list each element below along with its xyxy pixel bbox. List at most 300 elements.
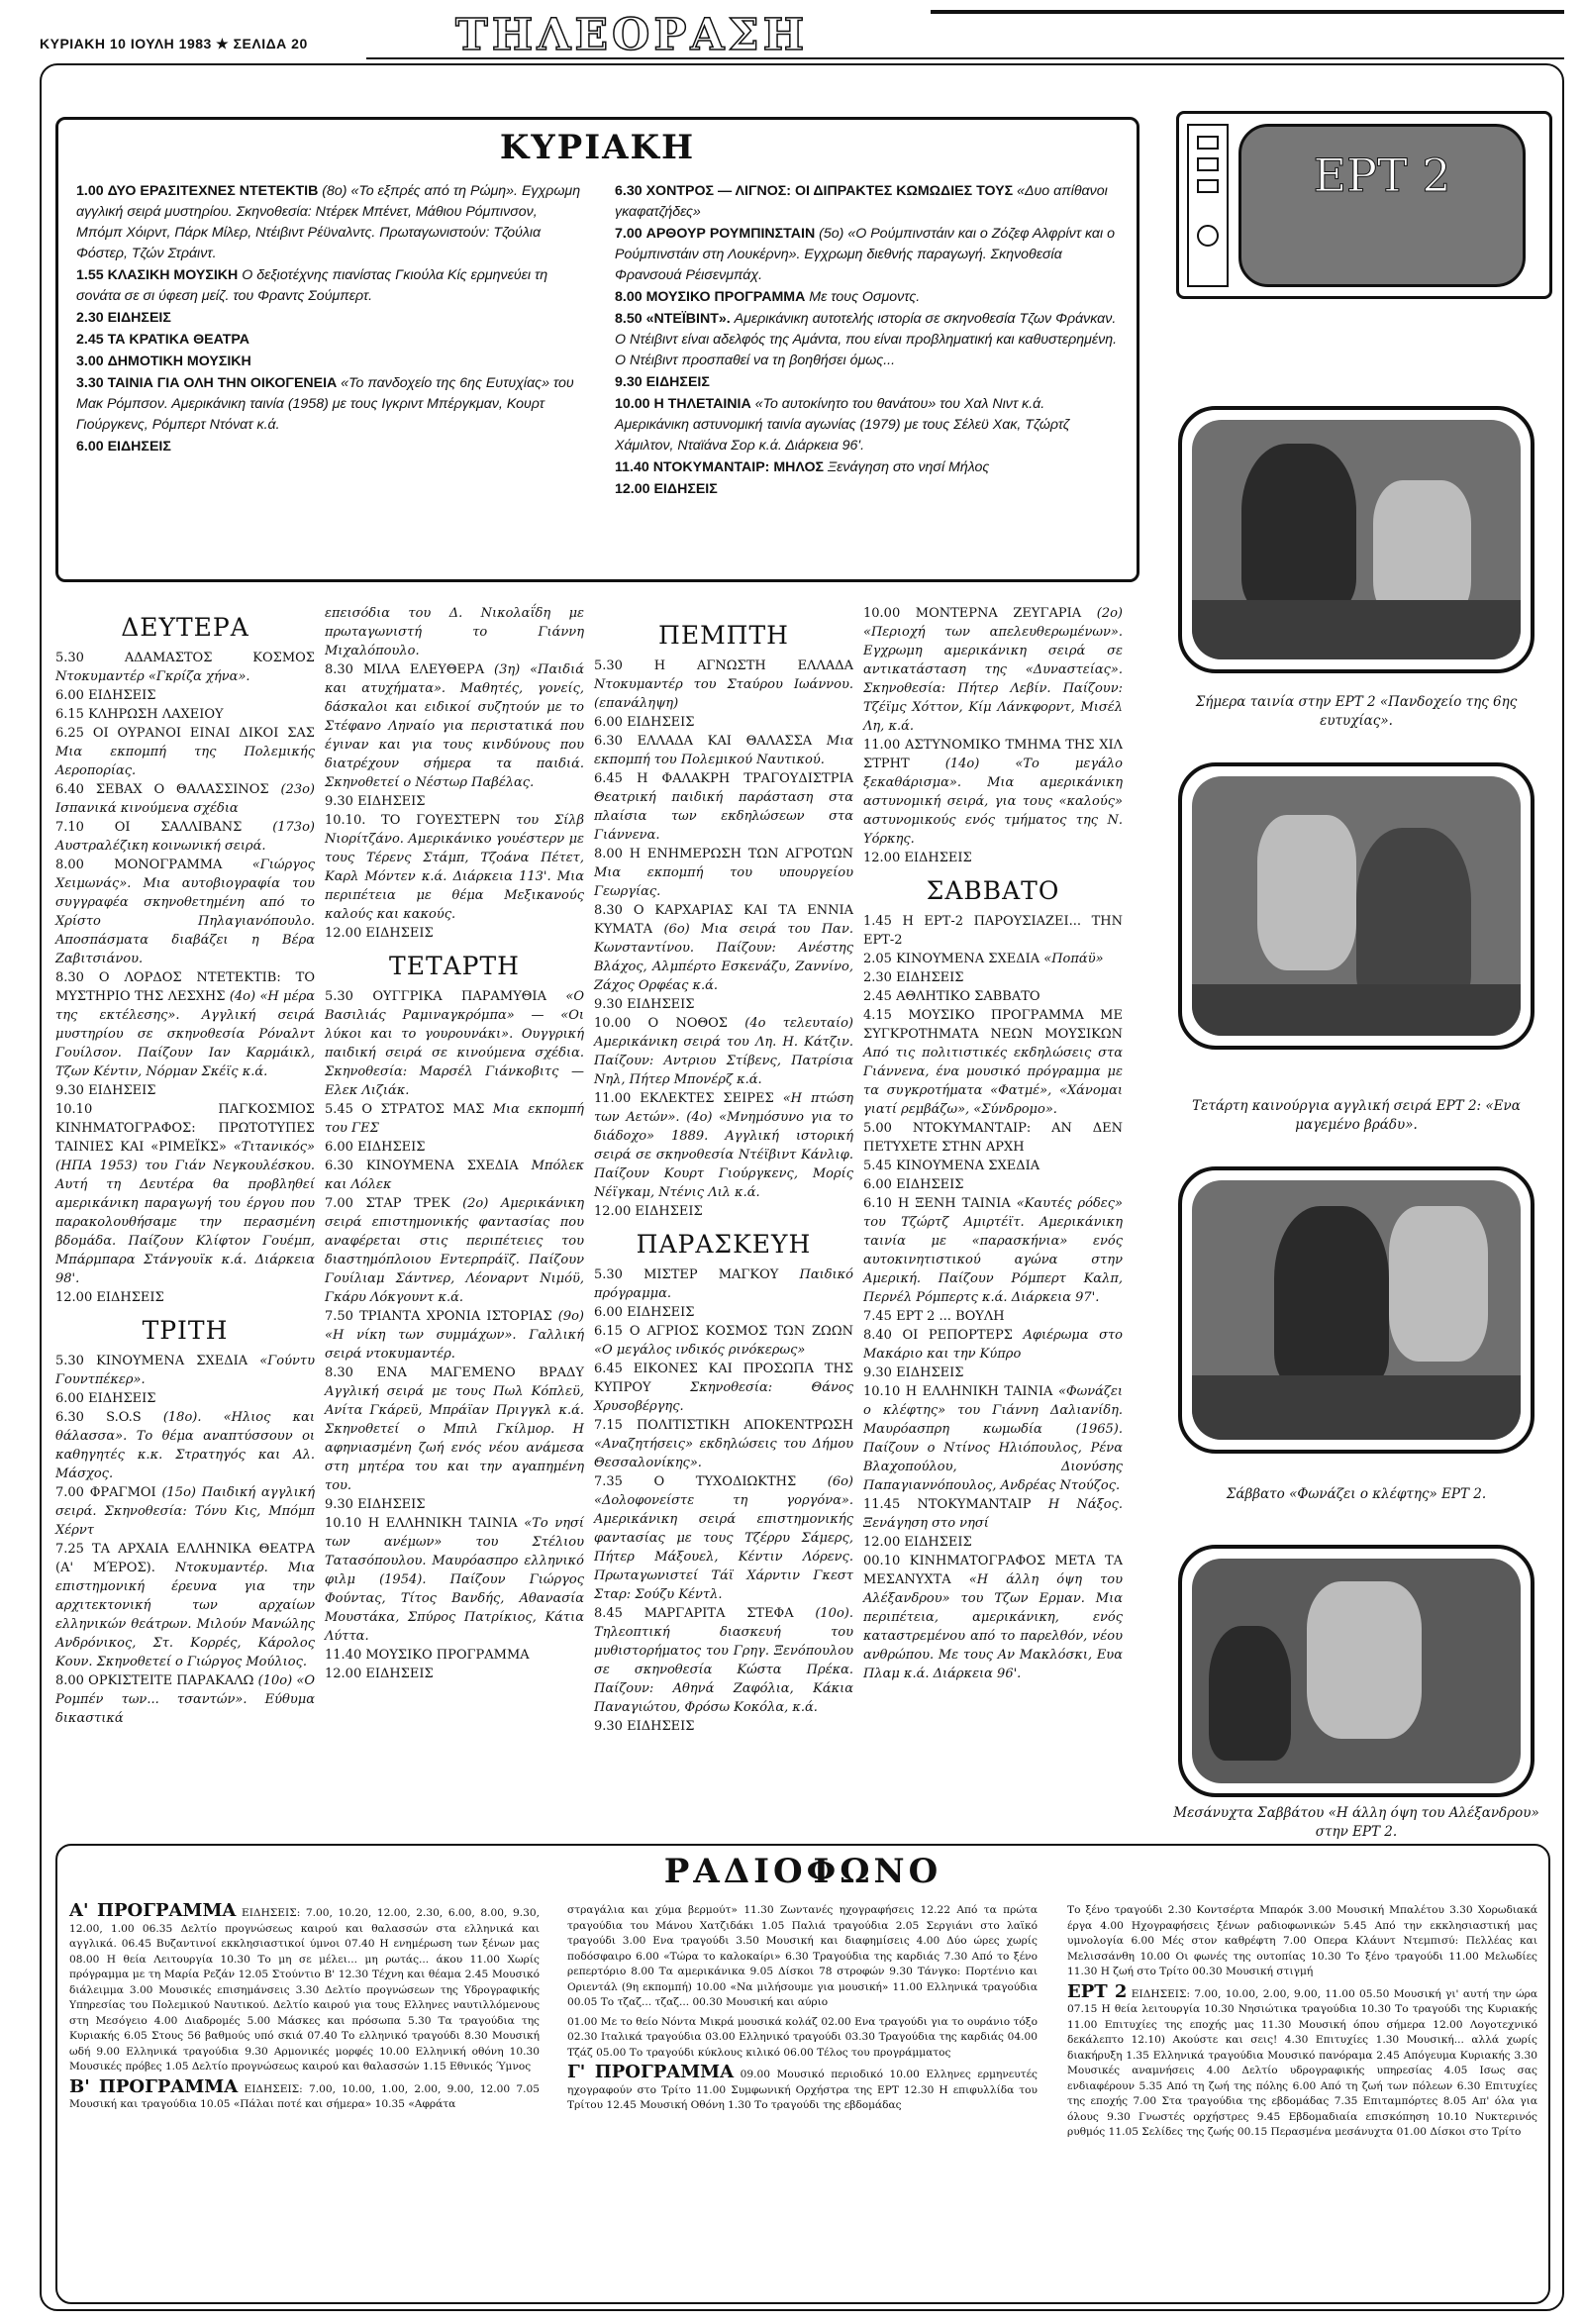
programme-title: ΚΙΝΗΜΑΤΟΓΡΑΦΟΣ ΜΕΤΑ ΤΑ ΜΕΣΑΝΥΧΤΑ xyxy=(863,1554,1124,1587)
programme-description: «Γούντυ Γουντπέκερ». xyxy=(55,1354,315,1387)
programme-title: ΜΑΡΓΑΡΙΤΑ ΣΤΕΦΑ xyxy=(644,1606,794,1621)
programme-description: (2ο) «Περιοχή των απελευθερωμένων». Εγχρωμη αμερικάνικη σειρά σε αντικατάσταση της «Δυναστείας». Σκηνοθεσία: Πήτερ Λεβίν. Παίζουν: Τζέϊμς Χόττον, Κίμ Λάνκφορντ, Μισέλ Λη, κ.ά. xyxy=(863,606,1123,734)
programme-title: ΕΙΔΗΣΕΙΣ xyxy=(627,997,695,1012)
programme-title: ΕΙΔΗΣΕΙΣ xyxy=(896,1177,964,1192)
programme-description: (6ο) «Δολοφονείστε τη γοργόνα». Αμερικάνικη σειρά επιστημονικής φαντασίας με τους Τζέρρυ Σάμερς, Πήτερ Μάξουελ, Κέντιν Λόρενς. Πρωταγωνιστεί Τάϊ Χάρντιν Γκεστ Σταρ: Σούζυ Κέντλ. xyxy=(594,1474,854,1602)
programme-description: Μια εκπομπή του Πολεμικού Ναυτικού. xyxy=(594,734,854,767)
programme-title: ΕΙΔΗΣΕΙΣ xyxy=(635,1204,703,1219)
programme-item xyxy=(863,912,1123,950)
programme-time: 12.00 xyxy=(325,1667,362,1681)
programme-time: 6.45 xyxy=(594,771,623,786)
programme-time: 12.00 xyxy=(55,1290,93,1305)
programme-item xyxy=(863,968,1123,987)
programme-title: Η ΤΗΛΕΤΑΙΝΙΑ xyxy=(653,396,751,412)
programme-description: Σκηνοθεσία: Θάνος Χρυσοβέργης. xyxy=(594,1380,853,1414)
programme-title: ΔΥΟ ΕΡΑΣΙΤΕΧΝΕΣ ΝΤΕΤΕΚΤΙΒ xyxy=(107,183,319,199)
programme-time: 10.10. xyxy=(325,813,366,828)
programme-description: «Ο μεγάλος ινδικός ρινόκερως» xyxy=(594,1343,806,1358)
programme-description: (15ο) Παιδική αγγλική σειρά. Σκηνοθεσία: Τόνυ Κις, Μπόμπ Χέρντ xyxy=(55,1485,315,1538)
programme-time: 9.30 xyxy=(325,794,353,809)
radio-schedule-text: ΕΙΔΗΣΕΙΣ: 7.00, 10.20, 12.00, 2.30, 6.00, 8.00, 9.30, 12.00, 1.00 06.35 Δελτίο προγνώσεως καιρού και θαλασσών στα ελληνικά και αγγλικά. 06.45 Βυζαντινοί εκκλησιαστικοί ύμνοι 07.40 Η ενημέρωση των ξένων μας 08.00 Η θεία Λειτουργία 10.30 Το μη σε μέλει... μη ρωτάς... άκου 11.00 Χωρίς πρόγραμμα με τη Μαρία Ρεζάν 12.05 Στούντιο Β' 12.30 Τέχνη και θέαμα 2.45 Μουσικό διάλειμμα 3.00 Μουσικές επισημάνσεις 3.30 Δελτίο προγνώσεων της Υδρογραφικής Υπηρεσίας του Πολεμικού Ναυτικού. Δελτίο καιρού για τους Ελληνες ναυτιλλόμενους στη Μεσόγειο 4.00 Διαδρομές 5.00 Μάσκες και πρόσωπα 5.30 Τα τραγούδια της Κυριακής 6.05 Στους 56 βαθμούς υπό σκιά 07.40 Το ελληνικό τραγούδι 8.30 Μουσική ωδή 9.00 Ελληνικά τραγούδια 9.30 Αρμονικές μορφές 10.00 Ελληνική οθόνη 10.30 Μουσικές πρόβες 1.05 Δελτίο προγνώσεως καιρού και θαλασσών 1.15 Εθνικός Ύμνος xyxy=(69,1907,540,2072)
programme-time: 6.00 xyxy=(594,715,623,730)
programme-item xyxy=(325,924,584,943)
programme-title: ΔΗΜΟΤΙΚΗ ΜΟΥΣΙΚΗ xyxy=(107,354,251,369)
programme-title: Η ΕΛΛΗΝΙΚΗ ΤΑΙΝΙΑ xyxy=(367,1516,518,1531)
programme-time: 9.30 xyxy=(863,1365,892,1380)
programme-item xyxy=(863,1175,1123,1194)
programme-item xyxy=(863,1307,1123,1326)
programme-item xyxy=(615,457,1120,478)
programme-time: 1.45 xyxy=(863,914,892,929)
programme-time: 2.45 xyxy=(863,989,892,1004)
programme-time: 6.00 xyxy=(55,1391,84,1406)
programme-time: 8.00 xyxy=(55,1673,84,1688)
programme-title: Η ΑΓΝΩΣΤΗ ΕΛΛΑΔΑ xyxy=(653,658,853,673)
programme-item xyxy=(594,1604,853,1717)
programme-item xyxy=(594,1202,853,1221)
programme-time: 7.25 xyxy=(55,1542,84,1557)
programme-item xyxy=(55,1100,315,1288)
programme-title: ΕΙΚΟΝΕΣ ΚΑΙ ΠΡΟΣΩΠΑ ΤΗΣ ΚΥΠΡΟΥ xyxy=(594,1362,853,1395)
programme-time: 12.00 xyxy=(594,1204,632,1219)
programme-title: ΕΙΔΗΣΕΙΣ xyxy=(627,715,695,730)
programme-time: 6.00 xyxy=(594,1305,623,1320)
programme-item xyxy=(863,987,1123,1006)
programme-time: 5.30 xyxy=(325,989,353,1004)
programme-time: 10.00 xyxy=(594,1016,632,1031)
programme-description: (9ο) «Η νίκη των συμμάχων». Γαλλική σειρά ντοκυμαντέρ. xyxy=(325,1309,584,1362)
programme-time: 5.30 xyxy=(55,651,84,665)
programme-time: 7.45 xyxy=(863,1309,892,1324)
programme-time: 6.15 xyxy=(55,707,84,722)
programme-item xyxy=(594,1416,853,1472)
programme-title: ΑΡΘΟΥΡ ΡΟΥΜΠΙΝΣΤΑΙΝ xyxy=(645,226,816,242)
photo-caption-1: Σήμερα ταινία στην ΕΡΤ 2 «Πανδοχείο της 6ης ευτυχίας». xyxy=(1195,694,1518,729)
programme-title: ΚΙΝΟΥΜΕΝΑ ΣΧΕΔΙΑ xyxy=(896,1159,1040,1173)
programme-title: ΟΥΓΓΡΙΚΑ ΠΑΡΑΜΥΘΙΑ xyxy=(372,989,546,1004)
programme-item xyxy=(55,1288,315,1307)
programme-item xyxy=(325,1364,584,1495)
programme-description: «Το πανδοχείο της 6ης Ευτυχίας» του Μακ Ρόμπσον. Αμερικάνικη ταινία (1958) με τους Ιγκριντ Μπέργκμαν, Κουρτ Γιούργκενς, Ρόμπερτ Ντόνατ κ.ά. xyxy=(76,375,574,433)
programme-item xyxy=(55,1408,315,1483)
programme-description: (14ο) «Το μεγάλο ξεκαθάρισμα». Μια αμερικάνικη αστυνομική σειρά, για τους «καλούς» αστυνομικούς ενός τμήματος της Ν. Υόρκης. xyxy=(863,757,1123,847)
programme-title: ΝΤΟΚΥΜΑΝΤΑΙΡ: ΜΗΛΟΣ xyxy=(652,459,825,475)
programme-item xyxy=(325,660,584,792)
programme-item xyxy=(76,437,581,457)
programme-title: ΚΛΗΡΩΣΗ ΛΑΧΕΙΟΥ xyxy=(88,707,224,722)
programme-time: 8.30 xyxy=(594,903,623,918)
programme-time: 6.40 xyxy=(55,782,84,797)
programme-description: Ντοκυμαντέρ. Μια επιστημονική έρευνα για την αρχιτεκτονική των αρχαίων ελληνικών θεάτρων. Μιλούν Μανώλης Ανδρόνικος, Στ. Κορρές, Κάρολος Κουν. Σκηνοθετεί ο Γιώργος Μούλιος. xyxy=(55,1561,316,1669)
programme-time: 6.00 xyxy=(55,688,84,703)
programme-time: 6.30 xyxy=(594,734,623,749)
radio-programme-name: Γ' ΠΡΟΓΡΑΜΜΑ xyxy=(567,2062,735,2082)
programme-description: (10ο). Τηλεοπτική διασκευή του μυθιστορήματος του Γρηγ. Ξενόπουλου σε σκηνοθεσία Κώστα Πρέκα. Παίζουν: Αθηνά Ζαφόλια, Κάκια Παναγιώτου, Φρόσω Κοκόλα, κ.ά. xyxy=(594,1606,853,1715)
photo-tv-4 xyxy=(1178,1545,1534,1797)
section-title: ΤΗΛΕΟΡΑΣΗ xyxy=(455,10,809,60)
programme-item xyxy=(863,1495,1123,1533)
programme-time: 7.10 xyxy=(55,820,84,835)
programme-item xyxy=(594,1717,853,1736)
radio-schedule-text: ΕΙΔΗΣΕΙΣ: 7.00, 10.00, 1.00, 2.00, 9.00, 12.00 7.05 Μουσική και τραγούδια 10.05 «Πάλαι ποτέ και σήμερα» 10.35 «Αφράτα xyxy=(69,2082,540,2110)
programme-time: 2.45 xyxy=(76,332,104,348)
programme-title: ΝΤΟΚΥΜΑΝΤΑΙΡ: ΑΝ ΔΕΝ ΠΕΤΥΧΕΤΕ ΣΤΗΝ ΑΡΧΗ xyxy=(863,1121,1123,1155)
programme-title: Η ΦΑΛΑΚΡΗ ΤΡΑΓΟΥΔΙΣΤΡΙΑ xyxy=(637,771,853,786)
programme-time: 8.00 xyxy=(55,858,84,872)
programme-description: «Τιτανικός» (ΗΠΑ 1953) του Γιάν Νεγκουλέσκου. Αυτή τη Δευτέρα θα προβληθεί αμερικάνικη παραγωγή του έργου που παρακολουθήσαμε την περασμένη βδομάδα. Παίζουν Κλίφτον Γουέμπ, Μπάρμπαρα Στάνγουϊκ κ.ά. Διάρκεια 98'. xyxy=(55,1140,315,1286)
programme-item xyxy=(55,1081,315,1100)
programme-description: Ντοκυμαντέρ του Σταύρου Ιωάννου. (επανάληψη) xyxy=(594,677,853,711)
programme-item xyxy=(863,1364,1123,1382)
programme-item xyxy=(325,811,584,924)
programme-item xyxy=(76,352,581,372)
programme-title: ΕΝΑ ΜΑΓΕΜΕΝΟ ΒΡΑΔΥ xyxy=(376,1365,584,1380)
programme-time: 8.50 xyxy=(615,311,643,327)
programme-time: 3.00 xyxy=(76,354,104,369)
programme-title: Ο ΑΓΡΙΟΣ ΚΟΣΜΟΣ ΤΩΝ ΖΩΩΝ xyxy=(629,1324,853,1339)
programme-time: 6.15 xyxy=(594,1324,623,1339)
programme-description: (4ο τελευταίο) Αμερικάνικη σειρά του Λη. Η. Κάτζιν. Παίζουν: Αντριου Στίβενς, Πατρίσια Νηλ, Πήτερ Μπονέρζ κ.ά. xyxy=(594,1016,853,1087)
programme-title: ΜΟΥΣΙΚΟ ΠΡΟΓΡΑΜΜΑ ΜΕ ΣΥΓΚΡΟΤΗΜΑΤΑ ΝΕΩΝ ΜΟΥΣΙΚΩΝ xyxy=(863,1008,1123,1042)
radio-programme-name: Α' ΠΡΟΓΡΑΜΜΑ xyxy=(69,1900,237,1921)
programme-title: ΤΑ ΑΡΧΑΙΑ ΕΛΛΗΝΙΚΑ ΘΕΑΤΡΑ (Α' ΜΈΡΟΣ). xyxy=(55,1542,315,1575)
programme-item xyxy=(594,1322,853,1360)
programme-item xyxy=(55,1352,315,1389)
programme-time: 11.40 xyxy=(325,1648,362,1663)
programme-title: ΕΙΔΗΣΕΙΣ xyxy=(904,851,972,865)
programme-item xyxy=(594,657,853,713)
programme-description: (4ο) «Η μέρα της εκτέλεσης». Αγγλική σειρά μυστηρίου σε σκηνοθεσία Ρόναλντ Γουίλσον. Παίζουν Ιαν Καρμάικλ, Τζων Κέντιν, Νόρμαν Σκέϊς κ.ά. xyxy=(55,989,315,1079)
programme-time: 6.25 xyxy=(55,726,84,741)
day-heading: ΤΕΤΑΡΤΗ xyxy=(389,952,520,980)
programme-item xyxy=(55,686,315,705)
programme-time: 8.30 xyxy=(55,970,84,985)
programme-time: 7.35 xyxy=(594,1474,623,1489)
programme-item xyxy=(863,1533,1123,1552)
programme-description: (3η) «Παιδιά και ατυχήματα». Μαθητές, γονείς, δάσκαλοι και ειδικοί συζητούν με το Στέφανο Ληναίο για περιστατικά που έγιναν και για τους κινδύνους που διατρέχουν σήμερα τα παιδιά. Σκηνοθετεί ο Νέστωρ Παβέλας. xyxy=(325,662,584,790)
schedule-column-4 xyxy=(863,604,1123,1683)
programme-title: ΑΘΛΗΤΙΚΟ ΣΑΒΒΑΤΟ xyxy=(896,989,1040,1004)
programme-description: Μια εκπομπή του ΓΕΣ xyxy=(325,1102,584,1136)
programme-title: ΕΙΔΗΣΕΙΣ xyxy=(88,1391,156,1406)
programme-item xyxy=(325,792,584,811)
programme-title: Ο ΚΑΡΧΑΡΙΑΣ ΚΑΙ ΤΑ ΕΝΝΙΑ ΚΥΜΑΤΑ xyxy=(594,903,853,937)
programme-title: ΚΙΝΟΥΜΕΝΑ ΣΧΕΔΙΑ xyxy=(365,1159,519,1173)
programme-title: ΟΙ ΡΕΠΟΡΤΕΡΣ xyxy=(902,1328,1013,1343)
programme-title: Η ΞΕΝΗ ΤΑΙΝΙΑ xyxy=(897,1196,1011,1211)
programme-description: «Ποπάϋ» xyxy=(1043,952,1104,966)
programme-time: 10.10 xyxy=(55,1102,93,1117)
radio-schedule-text: ΕΙΔΗΣΕΙΣ: 7.00, 10.00, 2.00, 9.00, 11.00 05.50 Μουσική γι' αυτή την ώρα 07.15 Η θεία λειτουργία 10.30 Νησιώτικα τραγούδια 10.30 Το τραγούδι της Κυριακής 11.00 Επιτυχίες της εποχής μας 11.30 Μουσική όπου σήμερα 12.00 Λογοτεχνικό δεκάλεπτο 12.10) Ακούστε και σεις! 4.30 Επιτυχίες 1.30 Μουσική... αλλά χωρίς διακήρυξη 1.35 Ελληνικά τραγούδια Μουσικό πανόραμα 2.45 Απόγευμα Κυριακής 3.30 Μουσικές αναμνήσεις 4.00 Δελτίο υδρογραφικής υπηρεσίας 4.05 Ισως σας ενδιαφέρουν 5.35 Από τη ζωή της πόλης 6.00 Από τη ζωή των πόλεων 6.30 Επιτυχίες της εποχής 7.00 Στα τραγούδια της εβδομάδας 7.35 Επιταμπόρτες 8.05 Απ' όλα για όλους 9.30 Γνωστές ορχήστρες 9.45 Εβδομαδιαία επισκόπηση 10.10 Νυκτερινός ρυθμός 11.05 Σελίδες της ζωής 00.15 Περασμένα μεσάνυχτα 01.00 Δίσκοι στο Τρίτο xyxy=(1067,1987,1537,2138)
programme-description: «Καυτές ρόδες» του Τζώρτζ Αμιρτέϊτ. Αμερικάνικη ταινία με «παρασκήνια» ενός αυτοκινητιστικού αγώνα στην Αμερική. Παίζουν Ρόμπερτ Καλπ, Περνέλ Ρόμπερτς κ.ά. Διάρκεια 97'. xyxy=(863,1196,1124,1305)
programme-item xyxy=(325,1665,584,1683)
photo-tv-1 xyxy=(1178,406,1534,673)
programme-time: 6.45 xyxy=(594,1362,623,1376)
programme-title: ΕΙΔΗΣΕΙΣ xyxy=(107,439,171,455)
programme-time: 9.30 xyxy=(594,1719,623,1734)
programme-title: ΕΙΔΗΣΕΙΣ xyxy=(107,310,171,326)
day-heading: ΤΡΙΤΗ xyxy=(142,1316,229,1345)
programme-item xyxy=(615,181,1120,223)
day-heading: ΠΑΡΑΣΚΕΥΗ xyxy=(636,1230,812,1259)
schedule-column-1 xyxy=(55,604,315,1728)
programme-description: Ο δεξιοτέχνης πιανίστας Γκιούλα Κίς ερμηνεύει τη σονάτα σε σι ύφεση μείζ. του Φραντς Σούμπερτ. xyxy=(76,267,548,304)
programme-time: 7.00 xyxy=(55,1485,84,1500)
programme-time: 5.30 xyxy=(594,1267,623,1282)
ert2-logo-text: ΕΡΤ 2 xyxy=(1313,149,1451,202)
tv-screen xyxy=(1238,124,1526,287)
radio-schedule-text: στραγάλια και χύμα βερμούτ» 11.30 Ζωντανές ηχογραφήσεις 12.22 Από τα πρώτα τραγούδια του Μάνου Χατζιδάκι 1.05 Παλιά τραγούδια 2.05 Σεργιάνι στο λαϊκό τραγούδι 3.00 Ενα τραγούδι 3.50 Μουσική και διαφημίσεις 4.00 Δύο ώρες χωρίς ποδόσφαιρο 6.00 «Τώρα το καλοκαίρι» 6.30 Τραγούδια της καρδιάς 7.30 Από το ξένο ρεπερτόριο 8.00 Τα αμερικάνικα 9.05 Δίσκοι 78 στροφών 9.30 Τάνγκο: Πορτένιο και Οριεντάλ (9η εκπομπή) 10.00 «Να μιλήσουμε για μουσική» 11.00 Ελληνικά τραγούδια 00.05 Το τζαζ... τζαζ... 00.30 Μουσική και αύριο xyxy=(567,1904,1038,2008)
programme-title: ΜΟΝΤΕΡΝΑ ΖΕΥΓΑΡΙΑ xyxy=(915,606,1082,621)
programme-title: ΤΟ ΓΟΥΕΣΤΕΡΝ xyxy=(381,813,501,828)
programme-title: ΤΡΙΑΝΤΑ ΧΡΟΝΙΑ ΙΣΤΟΡΙΑΣ xyxy=(359,1309,552,1324)
programme-title: ΕΙΔΗΣΕΙΣ xyxy=(357,794,426,809)
radio-title: ΡΑΔΙΟΦΩΝΟ xyxy=(663,1852,942,1891)
programme-title: ΕΙΔΗΣΕΙΣ xyxy=(88,1083,156,1098)
programme-time: 10.00 xyxy=(863,606,901,621)
programme-description: (8ο) «Το εξπρές από τη Ρώμη». Εγχρωμη αγγλική σειρά μυστηρίου. Σκηνοθεσία: Ντέρεκ Μπένετ, Μάθιου Ρόμπινσον, Μπόμπ Χόιρντ, Πάρκ Μίλερ, Ντέιβιντ Ρέϋναλντς. Πρωταγωνιστούν: Τζούλια Φόστερ, Τζών Στράιντ. xyxy=(76,183,581,261)
programme-time: 10.10 xyxy=(325,1516,362,1531)
programme-time: 9.30 xyxy=(325,1497,353,1512)
programme-description: επεισόδια του Δ. Νικολαΐδη με πρωταγωνιστή το Γιάννη Μιχαλόπουλο. xyxy=(325,606,584,658)
programme-title: ΕΙΔΗΣΕΙΣ xyxy=(627,1305,695,1320)
programme-time: 7.15 xyxy=(594,1418,623,1433)
programme-title: S.O.S xyxy=(106,1410,142,1425)
programme-item xyxy=(615,224,1120,286)
programme-description: (2ο) Αμερικάνικη σειρά επιστημονικής φαντασίας που αναφέρεται στις περιπέτειες του διαστημόπλοιου Εντερπράϊζ. Παίζουν Γουίλιαμ Σάντνερ, Λέοναρντ Νιμόϋ, Γκάρυ Λόκγουντ κ.ά. xyxy=(325,1196,584,1305)
photo-caption-3: Σάββατο «Φωνάζει ο κλέφτης» ΕΡΤ 2. xyxy=(1226,1486,1487,1502)
programme-title: ΑΣΤΥΝΟΜΙΚΟ ΤΜΗΜΑ ΤΗΣ ΧΙΛ ΣΤΡΗΤ xyxy=(863,738,1123,771)
programme-title: Ο ΤΥΧΟΔΙΩΚΤΗΣ xyxy=(653,1474,797,1489)
programme-item xyxy=(325,1495,584,1514)
programme-item xyxy=(55,818,315,856)
programme-time: 8.00 xyxy=(615,289,643,305)
programme-description: του Σίλβ Νιορίτζάνο. Αμερικάνικο γουέστερν με τους Τέρενς Στάμπ, Τζοάνα Πέτετ, Καρλ Μόντεν κ.ά. Διάρκεια 113'. Μια περιπέτεια με θέμα Μεξικανούς καλούς και κακούς. xyxy=(325,813,584,922)
programme-time: 6.30 xyxy=(615,183,643,199)
programme-item xyxy=(76,265,581,307)
programme-description: (18ο). «Ηλιος και θάλασσα». Το θέμα αναπτύσσουν οι καθηγητές κ.κ. Στρατηγός και Αλ. Μάσχος. xyxy=(55,1410,315,1481)
programme-item xyxy=(55,705,315,724)
radio-paragraph xyxy=(567,1903,1038,2011)
programme-item xyxy=(76,308,581,329)
programme-item xyxy=(863,1382,1123,1495)
programme-item xyxy=(863,1006,1123,1119)
programme-item xyxy=(325,1307,584,1364)
sunday-column-1 xyxy=(76,181,581,458)
programme-title: ΕΙΔΗΣΕΙΣ xyxy=(88,688,156,703)
radio-programme-name: Β' ΠΡΟΓΡΑΜΜΑ xyxy=(69,2075,239,2097)
programme-title: ΕΙΔΗΣΕΙΣ xyxy=(357,1497,426,1512)
programme-item xyxy=(76,181,581,264)
programme-item xyxy=(594,769,853,845)
programme-description: «Το αυτοκίνητο του θανάτου» του Χαλ Νιντ κ.ά. Αμερικάνικη αστυνομική ταινία αγωνίας (1979) με τους Σέλεϋ Χακ, Τζώρτζ Χάμιλτον, Νταϊάνα Σορ κ.ά. Διάρκεια 96'. xyxy=(615,396,1070,454)
programme-description: Αγγλική σειρά με τους Πωλ Κόπλεϋ, Ανίτα Γκάρεϋ, Μπράϊαν Πριγγκλ κ.ά. Σκηνοθετεί ο Μπιλ Γκίλμορ. Η αφηνιασμένη ζωή ενός νέου ανάμεσα στη μητέρα του και την αγαπημένη του. xyxy=(325,1384,584,1493)
programme-time: 5.30 xyxy=(594,658,623,673)
photo-1 xyxy=(1192,420,1521,659)
radio-programme-name: ΕΡΤ 2 xyxy=(1067,1980,1128,2002)
programme-time: 11.40 xyxy=(615,459,649,475)
programme-item xyxy=(594,713,853,732)
programme-item xyxy=(863,1157,1123,1175)
programme-item xyxy=(325,987,584,1100)
programme-item xyxy=(594,1014,853,1089)
programme-time: 9.30 xyxy=(55,1083,84,1098)
programme-time: 8.00 xyxy=(594,847,623,861)
programme-title: ΦΡΑΓΜΟΙ xyxy=(89,1485,156,1500)
programme-description: «Η πτώση των Αετών». (4ο) «Μνημόσυνο για το διάδοχο» 1889. Αγγλική ιστορική σειρά σε σκηνοθεσία Ντέϊβιντ Κάνλιφ. Παίζουν Κουρτ Γιούργκενς, Μορίς Νέϊγκαμ, Ντένις Λιλ κ.ά. xyxy=(594,1091,854,1200)
programme-time: 5.45 xyxy=(863,1159,892,1173)
programme-item xyxy=(594,1265,853,1303)
programme-description: «Δυο απίθανοι γκαφατζήδες» xyxy=(615,183,1108,220)
day-heading: ΠΕΜΠΤΗ xyxy=(658,621,789,650)
programme-item xyxy=(863,950,1123,968)
programme-time: 2.30 xyxy=(863,970,892,985)
programme-time: 8.30 xyxy=(325,662,353,677)
programme-title: ΠΑΓΚΟΣΜΙΟΣ ΚΙΝΗΜΑΤΟΓΡΑΦΟΣ: ΠΡΩΤΟΤΥΠΕΣ ΤΑΙΝΙΕΣ ΚΑΙ «ΡΙΜΕΪΚΣ» xyxy=(55,1102,315,1155)
programme-title: Ο ΝΟΘΟΣ xyxy=(647,1016,728,1031)
programme-description: Ντοκυμαντέρ «Γκρίζα χήνα». xyxy=(55,669,250,684)
programme-time: 12.00 xyxy=(863,1535,901,1550)
programme-item xyxy=(55,649,315,686)
tv-knob-icon xyxy=(1197,179,1219,193)
programme-item xyxy=(55,1389,315,1408)
programme-description: Μπόλεκ και Λόλεκ xyxy=(325,1159,585,1192)
programme-time: 2.30 xyxy=(76,310,104,326)
programme-title: Η ΕΝΗΜΕΡΩΣΗ ΤΩΝ ΑΓΡΟΤΩΝ xyxy=(629,847,853,861)
programme-item xyxy=(76,330,581,351)
programme-description: Αφιέρωμα στο Μακάριο και την Κύπρο xyxy=(863,1328,1123,1362)
programme-title: ΚΛΑΣΙΚΗ ΜΟΥΣΙΚΗ xyxy=(107,267,239,283)
programme-item xyxy=(863,604,1123,736)
programme-time: 6.00 xyxy=(863,1177,892,1192)
top-rule xyxy=(931,10,1564,14)
programme-title: ΝΤΟΚΥΜΑΝΤΑΙΡ xyxy=(917,1497,1032,1512)
programme-time: 12.00 xyxy=(863,851,901,865)
photo-caption-2: Τετάρτη καινούργια αγγλική σειρά ΕΡΤ 2: «Ενα μαγεμένο βράδυ». xyxy=(1192,1098,1521,1133)
programme-time: 2.05 xyxy=(863,952,892,966)
radio-paragraph xyxy=(69,2075,540,2113)
programme-time: 9.30 xyxy=(615,374,643,390)
tv-dial-icon xyxy=(1197,225,1219,247)
programme-title: ΤΑ ΚΡΑΤΙΚΑ ΘΕΑΤΡΑ xyxy=(107,332,250,348)
programme-item xyxy=(55,1540,315,1671)
photo-caption-4: Μεσάνυχτα Σαββάτου «Η άλλη όψη του Αλέξανδρου» στην ΕΡΤ 2. xyxy=(1173,1805,1539,1840)
programme-item xyxy=(55,1671,315,1728)
programme-item xyxy=(325,1100,584,1138)
programme-title: ΣΤΑΡ ΤΡΕΚ xyxy=(365,1196,450,1211)
page-header-date: ΚΥΡΙΑΚΗ 10 ΙΟΥΛΗ 1983 ★ ΣΕΛΙΔΑ 20 xyxy=(40,36,308,51)
programme-time: 6.30 xyxy=(55,1410,84,1425)
programme-title: ΕΙΔΗΣΕΙΣ xyxy=(96,1290,164,1305)
programme-item xyxy=(594,1360,853,1416)
programme-item xyxy=(615,479,1120,500)
programme-item xyxy=(594,901,853,995)
programme-item xyxy=(55,780,315,818)
day-heading: ΔΕΥΤΕΡΑ xyxy=(121,613,249,642)
programme-item xyxy=(863,736,1123,849)
programme-time: 11.45 xyxy=(863,1497,901,1512)
programme-title: ΕΙΔΗΣΕΙΣ xyxy=(365,926,434,941)
programme-title: ΟΡΚΙΣΤΕΙΤΕ ΠΑΡΑΚΑΛΩ xyxy=(88,1673,254,1688)
radio-paragraph xyxy=(1067,1980,1537,2141)
programme-time: 7.50 xyxy=(325,1309,353,1324)
programme-item xyxy=(325,604,584,660)
programme-title: ΜΟΝΟΓΡΑΜΜΑ xyxy=(114,858,223,872)
radio-paragraph xyxy=(567,2015,1038,2062)
programme-description: Αμερικάνικη αυτοτελής ιστορία σε σκηνοθεσία Τζων Φράνκαν. Ο Ντέιβιντ είναι αδελφός της Αμάντα, που είναι προβληματική και καθυστερημένη. Ο Ντέιβιντ προσπαθεί να τη βοηθήσει όμως... xyxy=(615,311,1118,368)
day-heading: ΣΑΒΒΑΤΟ xyxy=(926,876,1060,905)
photo-2 xyxy=(1192,776,1521,1036)
programme-title: ΑΔΑΜΑΣΤΟΣ ΚΟΣΜΟΣ xyxy=(124,651,315,665)
programme-time: 12.00 xyxy=(615,481,650,497)
programme-time: 8.45 xyxy=(594,1606,623,1621)
programme-title: Ο ΛΟΡΔΟΣ ΝΤΕΤΕΚΤΙΒ: ΤΟ ΜΥΣΤΗΡΙΟ ΤΗΣ ΛΕΣΧΗΣ xyxy=(55,970,315,1004)
programme-title: ΕΚΛΕΚΤΕΣ ΣΕΙΡΕΣ xyxy=(640,1091,774,1106)
programme-description: «Φωνάζει ο κλέφτης» του Γιάννη Δαλιανίδη. Μαυρόασπρη κωμωδία (1965). Παίζουν ο Ντίνος Ηλιόπουλος, Ρένα Βλαχοπούλου, Διονύσης Παπαγιαννόπουλος, Ανδρέας Ντούζος. xyxy=(863,1384,1123,1493)
programme-item xyxy=(325,1514,584,1646)
programme-item xyxy=(325,1157,584,1194)
tv-control-panel xyxy=(1187,124,1229,287)
programme-time: 1.55 xyxy=(76,267,104,283)
programme-title: Ο ΣΤΡΑΤΟΣ ΜΑΣ xyxy=(361,1102,485,1117)
schedule-column-3 xyxy=(594,612,853,1736)
programme-description: Η Νάξος. Ξενάγηση στο νησί xyxy=(863,1497,1124,1531)
programme-time: 11.00 xyxy=(594,1091,632,1106)
radio-schedule-text: 01.00 Με το θείο Νόντα Μικρά μουσικά κολάζ 02.00 Ενα τραγούδι για το ουράνιο τόξο 02.30 Ιταλικά τραγούδια 03.00 Ελληνικό τραγούδι 03.30 Τραγούδια της καρδιάς 04.00 Τζάζ 05.00 Το τραγούδι κύκλους κιλικό 06.00 Τέλος του προγράμματος xyxy=(567,2015,1038,2059)
programme-description: Παιδικό πρόγραμμα. xyxy=(594,1267,853,1301)
programme-time: 10.10 xyxy=(863,1384,901,1399)
programme-item xyxy=(594,732,853,769)
programme-title: ΕΙΔΗΣΕΙΣ xyxy=(627,1719,695,1734)
programme-time: 9.30 xyxy=(594,997,623,1012)
tv-knob-icon xyxy=(1197,157,1219,171)
radio-column-2 xyxy=(567,1903,1038,2118)
programme-description: (173ο) Αυστραλέζικη κοινωνική σειρά. xyxy=(55,820,315,854)
programme-title: ΟΙ ΟΥΡΑΝΟΙ ΕΙΝΑΙ ΔΙΚΟΙ ΣΑΣ xyxy=(92,726,315,741)
programme-title: ΕΙΔΗΣΕΙΣ xyxy=(357,1140,426,1155)
programme-time: 6.10 xyxy=(863,1196,892,1211)
photo-4 xyxy=(1192,1559,1521,1783)
programme-description: «Ο Βασιλιάς Ραμιναγκρόμπα» — «Οι λύκοι και το γουρουνάκι». Ουγγρική παιδική σειρά σε κινούμενα σχέδια. Σκηνοθεσία: Μαρσέλ Γιάνκοβιτς — Ελεκ Λιζιάκ. xyxy=(325,989,584,1098)
programme-time: 8.30 xyxy=(325,1365,353,1380)
programme-description: Μια εκπομπή της Πολεμικής Αεροπορίας. xyxy=(55,745,315,778)
programme-item xyxy=(615,394,1120,456)
programme-item xyxy=(863,1326,1123,1364)
programme-description: Μια εκπομπή του υπουργείου Γεωργίας. xyxy=(594,865,853,899)
programme-title: ΤΑΙΝΙΑ ΓΙΑ ΟΛΗ ΤΗΝ ΟΙΚΟΓΕΝΕΙΑ xyxy=(107,375,338,391)
programme-time: 7.00 xyxy=(615,226,643,242)
radio-schedule-text: 09.00 Μουσικό περιοδικό 10.00 Ελληνες ερμηνευτές ηχογραφούν στο Τρίτο 11.00 Συμφωνική Ορχήστρα της ΕΡΤ 12.30 Η επιφυλλίδα του Τρίτου 12.45 Μουσική Οθόνη 1.30 Το τραγούδι της εβδομάδας xyxy=(567,2069,1038,2111)
programme-item xyxy=(55,968,315,1081)
programme-item xyxy=(863,1194,1123,1307)
programme-description: «Η άλλη όψη του Αλέξανδρου» του Τζων Ερμαν. Μια περιπέτεια, αμερικάνικη, ενός καταστρεμένου από το παρελθόν, νέου ανθρώπου. Με τους Αν Μακλόσκι, Ευα Πλαμ κ.ά. Διάρκεια 96'. xyxy=(863,1572,1123,1681)
programme-title: ΕΙΔΗΣΕΙΣ xyxy=(365,1667,434,1681)
programme-item xyxy=(863,849,1123,867)
programme-description: Θεατρική παιδική παράσταση στα πλαίσια των εκδηλώσεων στα Γιάννενα. xyxy=(594,790,853,843)
programme-title: ΕΡΤ 2 ... ΒΟΥΛΗ xyxy=(896,1309,1005,1324)
programme-time: 6.00 xyxy=(325,1140,353,1155)
sunday-box xyxy=(55,117,1139,582)
radio-paragraph xyxy=(69,1900,540,2075)
programme-title: ΣΕΒΑΧ Ο ΘΑΛΑΣΣΙΝΟΣ xyxy=(95,782,269,797)
programme-description: (5ο) «Ο Ρούμπινστάιν και ο Ζόζεφ Αλφρίντ και ο Ρούμπινστάιν στη Λουκέρνη». Εγχρωμη διεθνής παραγωγή. Σκηνοθεσία Φρανσουά Ρέισενμπάχ. xyxy=(615,226,1115,283)
photo-tv-2 xyxy=(1178,762,1534,1050)
programme-title: ΟΙ ΣΑΛΛΙΒΑΝΣ xyxy=(114,820,243,835)
programme-description: (10ο) «Ο Ρομπέν των... τσαντών». Εύθυμα δικαστικά xyxy=(55,1673,315,1726)
photo-tv-3 xyxy=(1178,1166,1534,1454)
programme-title: ΜΟΥΣΙΚΟ ΠΡΟΓΡΑΜΜΑ xyxy=(365,1648,530,1663)
programme-description: «Γιώργος Χειμωνάς». Μια αυτοβιογραφία του συγγραφέα σκηνοθετημένη από το Χρίστο Πηλαγιανόπουλο. Αποσπάσματα διαβάζει η Βέρα Ζαβιτσιάνου. xyxy=(55,858,315,966)
